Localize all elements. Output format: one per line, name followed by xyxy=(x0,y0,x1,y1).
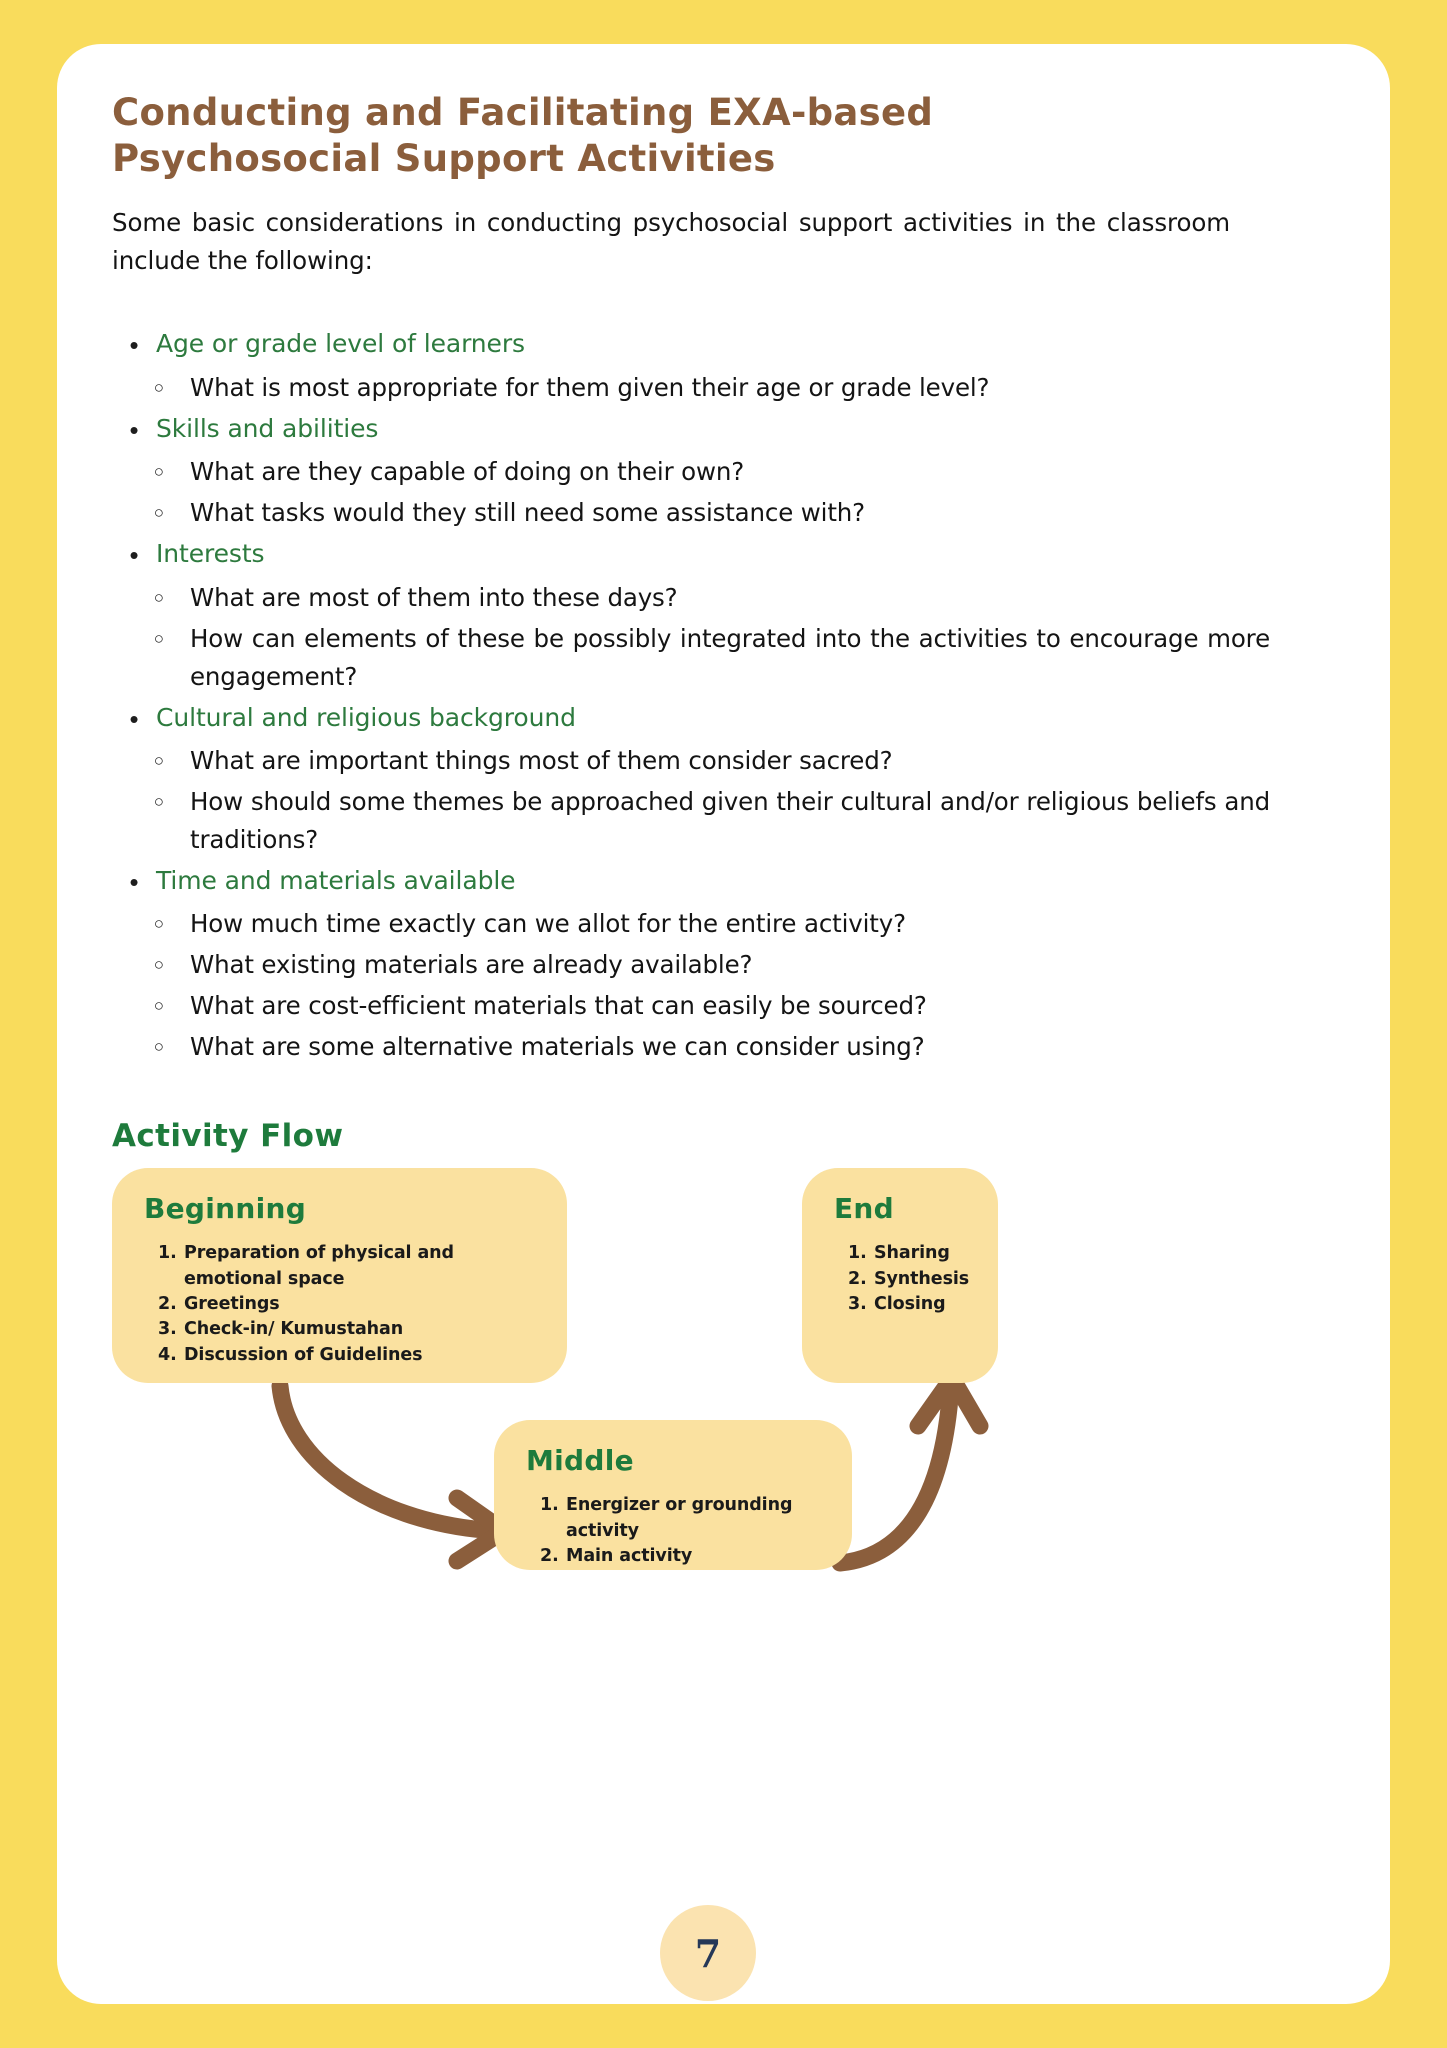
list-item: Closing xyxy=(874,1294,946,1315)
list-item xyxy=(112,946,1335,984)
list-item xyxy=(112,369,1335,407)
flow-box-title: Beginning xyxy=(144,1192,307,1226)
question-text: What are important things most of them consider sacred? xyxy=(190,746,893,776)
category-label: Time and materials available xyxy=(156,865,516,895)
question-text: What are most of them into these days? xyxy=(190,582,678,612)
list-item xyxy=(112,453,1335,491)
circle-bullet-icon: ○ xyxy=(153,792,164,811)
flow-box-beginning xyxy=(112,1168,567,1383)
list-item xyxy=(112,325,1335,366)
circle-bullet-icon: ○ xyxy=(153,587,164,607)
list-item: Synthesis xyxy=(874,1268,970,1289)
list-item xyxy=(112,620,1335,696)
circle-bullet-icon: ○ xyxy=(153,377,164,397)
flow-box-list xyxy=(834,1241,970,1317)
category-label: Interests xyxy=(156,539,265,569)
question-text: How can elements of these be possibly integrated into the activities to encourage more engagement? xyxy=(190,623,1270,691)
list-item: Greetings xyxy=(184,1294,280,1315)
circle-bullet-icon: ○ xyxy=(153,996,164,1016)
category-label: Skills and abilities xyxy=(156,413,379,443)
list-item xyxy=(112,494,1335,532)
list-item: Preparation of physical and emotional space xyxy=(184,1243,454,1289)
bullet-icon: • xyxy=(129,330,139,361)
list-item xyxy=(112,905,1335,943)
flow-box-list xyxy=(526,1493,824,1569)
list-item xyxy=(112,987,1335,1025)
list-item xyxy=(112,783,1335,859)
question-text: What are some alternative materials we can consider using? xyxy=(190,1032,925,1062)
arrow-middle-to-end xyxy=(840,1378,980,1563)
circle-bullet-icon: ○ xyxy=(153,914,164,934)
flow-box-title: Middle xyxy=(526,1444,634,1478)
flow-box-list xyxy=(144,1241,539,1368)
question-text: What is most appropriate for them given their age or grade level? xyxy=(190,372,990,402)
circle-bullet-icon: ○ xyxy=(153,503,164,523)
list-item: Sharing xyxy=(874,1243,950,1264)
question-text: How should some themes be approached given their cultural and/or religious beliefs and traditions? xyxy=(190,787,1270,854)
flow-box-title: End xyxy=(834,1192,895,1226)
list-item xyxy=(112,535,1335,576)
list-item xyxy=(112,410,1335,451)
list-item xyxy=(112,699,1335,740)
list-item xyxy=(112,742,1335,780)
page-title: Conducting and Facilitating EXA-based Psychosocial Support Activities xyxy=(112,91,934,180)
activity-flow-heading: Activity Flow xyxy=(112,1118,344,1155)
bullet-icon: • xyxy=(129,866,139,897)
page-number: 7 xyxy=(694,1930,722,1976)
list-item xyxy=(112,579,1335,617)
flow-box-middle xyxy=(494,1420,852,1570)
bullet-icon: • xyxy=(129,414,139,445)
arrow-beginning-to-middle xyxy=(280,1386,504,1561)
list-item: Discussion of Guidelines xyxy=(184,1344,423,1365)
list-item: Check-in/ Kumustahan xyxy=(184,1319,404,1340)
circle-bullet-icon: ○ xyxy=(153,751,164,771)
page-content xyxy=(112,90,1335,1638)
flow-box-end xyxy=(802,1168,998,1383)
circle-bullet-icon: ○ xyxy=(153,628,164,648)
bullet-icon: • xyxy=(129,540,139,571)
question-text: What are they capable of doing on their own? xyxy=(190,457,745,487)
considerations-list xyxy=(112,325,1335,1066)
question-text: How much time exactly can we allot for the entire activity? xyxy=(190,909,906,939)
question-text: What existing materials are already available? xyxy=(190,950,753,980)
intro-paragraph: Some basic considerations in conducting psychosocial support activities in the classroom include the following: xyxy=(112,207,1230,276)
list-item xyxy=(112,1028,1335,1066)
circle-bullet-icon: ○ xyxy=(153,1037,164,1057)
category-label: Age or grade level of learners xyxy=(156,329,525,359)
page-card xyxy=(57,44,1390,2004)
question-text: What are cost-efficient materials that can easily be sourced? xyxy=(190,991,927,1021)
list-item: Main activity xyxy=(566,1546,693,1567)
circle-bullet-icon: ○ xyxy=(153,955,164,975)
question-text: What tasks would they still need some assistance with? xyxy=(190,498,866,528)
list-item xyxy=(112,862,1335,903)
activity-flow-diagram xyxy=(112,1168,1335,1638)
list-item: Energizer or grounding activity xyxy=(566,1495,793,1541)
page-number-badge xyxy=(660,1905,756,2001)
category-label: Cultural and religious background xyxy=(156,702,576,732)
circle-bullet-icon: ○ xyxy=(153,462,164,482)
bullet-icon: • xyxy=(129,703,139,734)
